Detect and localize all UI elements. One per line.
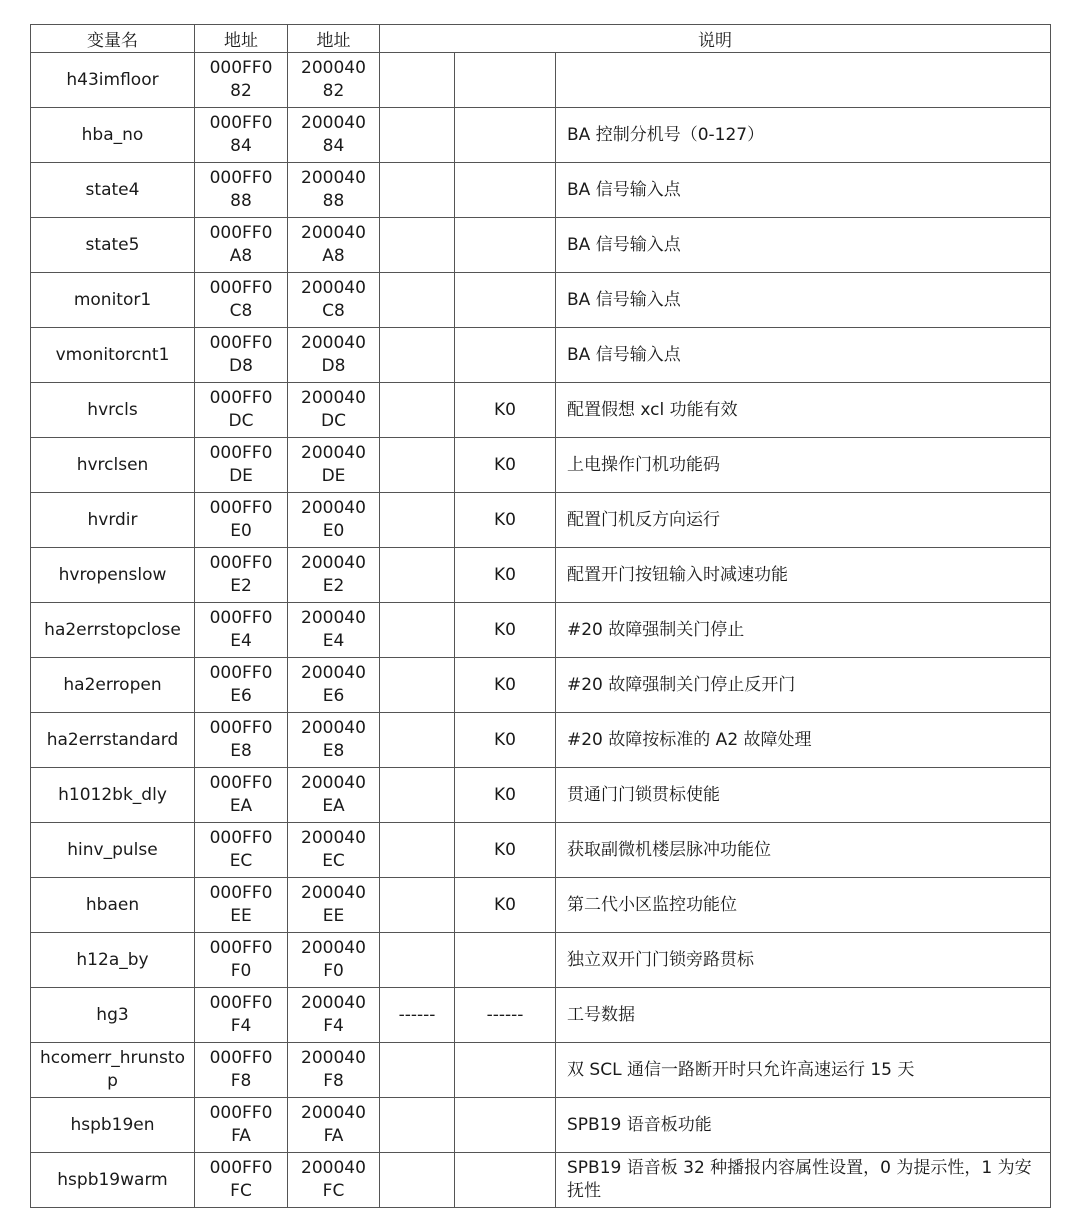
variable-name: hbaen <box>85 894 140 915</box>
flag-cell-b: K0 <box>455 548 556 603</box>
description-cell <box>556 273 1051 328</box>
flag-cell-b <box>455 933 556 988</box>
description-cell <box>556 1153 1051 1208</box>
description-cell <box>556 383 1051 438</box>
address-2-line: 200040 <box>301 58 366 78</box>
variable-name: vmonitorcnt1 <box>55 344 170 365</box>
address-2-cell <box>288 988 380 1043</box>
flag-cell-a <box>380 108 455 163</box>
address-1-cell <box>195 768 288 823</box>
address-1-cell <box>195 933 288 988</box>
address-1-cell <box>195 108 288 163</box>
address-1-line: 000FF0 <box>209 278 273 298</box>
address-1-line: 000FF0 <box>209 1048 273 1068</box>
table-row <box>31 658 1051 713</box>
address-2-line: 200040 <box>301 663 366 683</box>
flag-cell-a <box>380 218 455 273</box>
variable-name-cell <box>31 493 195 548</box>
description-cell <box>556 878 1051 933</box>
address-1-line: A8 <box>229 246 253 266</box>
address-2-cell <box>288 548 380 603</box>
flag-cell-a <box>380 878 455 933</box>
address-1-line: 000FF0 <box>209 168 273 188</box>
table-row <box>31 713 1051 768</box>
address-1-cell <box>195 1043 288 1098</box>
address-2-line: C8 <box>322 301 345 321</box>
table-row <box>31 53 1051 108</box>
variable-name-cell <box>31 988 195 1043</box>
address-1-line: 000FF0 <box>209 553 273 573</box>
address-2-line: EC <box>322 851 345 871</box>
address-1-line: 000FF0 <box>209 828 273 848</box>
description-cell <box>556 548 1051 603</box>
address-2-line: 200040 <box>301 608 366 628</box>
description-text: 工号数据 <box>567 1004 635 1025</box>
header-address-1: 地址 <box>195 25 288 53</box>
address-2-cell <box>288 878 380 933</box>
variable-name-cell <box>31 328 195 383</box>
address-2-line: FA <box>323 1126 344 1146</box>
variable-name: hg3 <box>96 1004 129 1025</box>
flag-cell-a <box>380 273 455 328</box>
variable-name-cell <box>31 383 195 438</box>
address-2-line: 200040 <box>301 1048 366 1068</box>
table-row <box>31 1043 1051 1098</box>
flag-cell-b: K0 <box>455 878 556 933</box>
flag-cell-a <box>380 163 455 218</box>
address-2-line: 200040 <box>301 1103 366 1123</box>
address-2-cell <box>288 658 380 713</box>
table-row <box>31 988 1051 1043</box>
description-cell <box>556 658 1051 713</box>
description-text: 上电操作门机功能码 <box>567 454 720 475</box>
address-1-line: 000FF0 <box>209 113 273 133</box>
address-2-cell <box>288 273 380 328</box>
flag-cell-a <box>380 493 455 548</box>
address-1-cell <box>195 603 288 658</box>
address-2-line: FC <box>322 1181 345 1201</box>
variable-name: hspb19en <box>70 1114 155 1135</box>
address-2-cell <box>288 218 380 273</box>
address-1-line: E8 <box>230 741 252 761</box>
flag-cell-a <box>380 768 455 823</box>
variable-name-cell <box>31 658 195 713</box>
address-1-cell <box>195 53 288 108</box>
address-1-line: FA <box>231 1126 251 1146</box>
flag-cell-a <box>380 438 455 493</box>
table-row <box>31 328 1051 383</box>
flag-cell-a <box>380 1153 455 1208</box>
address-1-cell <box>195 328 288 383</box>
variable-name: hvrclsen <box>76 454 149 475</box>
flag-cell-a <box>380 1043 455 1098</box>
description-text: #20 故障按标准的 A2 故障处理 <box>567 729 812 750</box>
variable-name-cell <box>31 1043 195 1098</box>
flag-cell-b: K0 <box>455 493 556 548</box>
table-row <box>31 603 1051 658</box>
description-cell <box>556 603 1051 658</box>
address-2-line: 88 <box>322 191 345 211</box>
table-row <box>31 108 1051 163</box>
description-cell <box>556 438 1051 493</box>
flag-cell-b <box>455 108 556 163</box>
description-text: 配置假想 xcl 功能有效 <box>567 399 738 420</box>
table-row <box>31 548 1051 603</box>
table-row <box>31 768 1051 823</box>
flag-cell-b: K0 <box>455 823 556 878</box>
flag-cell-b: ------ <box>455 988 556 1043</box>
flag-cell-b <box>455 1098 556 1153</box>
flag-cell-b <box>455 218 556 273</box>
address-2-line: 200040 <box>301 938 366 958</box>
address-2-cell <box>288 163 380 218</box>
description-cell <box>556 768 1051 823</box>
variable-name: h12a_by <box>76 949 149 970</box>
address-1-line: EE <box>230 906 252 926</box>
address-1-cell <box>195 163 288 218</box>
description-text: #20 故障强制关门停止反开门 <box>567 674 796 695</box>
flag-cell-a <box>380 603 455 658</box>
address-2-line: 200040 <box>301 828 366 848</box>
flag-cell-b <box>455 328 556 383</box>
address-2-line: 200040 <box>301 443 366 463</box>
header-row <box>31 25 1051 53</box>
address-2-line: F0 <box>323 961 344 981</box>
header-variable-name: 变量名 <box>31 25 195 53</box>
address-2-line: EE <box>322 906 345 926</box>
variable-name: h43imfloor <box>66 69 159 90</box>
variable-name: ha2errstopclose <box>44 619 181 640</box>
description-text: SPB19 语音板功能 <box>567 1114 712 1135</box>
address-2-line: DC <box>321 411 346 431</box>
address-1-line: 000FF0 <box>209 608 273 628</box>
address-1-cell <box>195 713 288 768</box>
table-row <box>31 438 1051 493</box>
variable-name-cell <box>31 548 195 603</box>
address-2-line: E4 <box>322 631 345 651</box>
variable-name-cell <box>31 768 195 823</box>
flag-cell-b <box>455 163 556 218</box>
table-row <box>31 273 1051 328</box>
variable-name-cell <box>31 878 195 933</box>
address-2-cell <box>288 108 380 163</box>
address-1-line: DC <box>228 411 254 431</box>
address-2-line: D8 <box>321 356 346 376</box>
address-2-line: 200040 <box>301 113 366 133</box>
address-2-cell <box>288 438 380 493</box>
address-1-line: E2 <box>230 576 252 596</box>
address-2-line: DE <box>321 466 346 486</box>
address-2-line: 200040 <box>301 223 366 243</box>
address-1-line: 000FF0 <box>209 443 273 463</box>
address-1-cell <box>195 493 288 548</box>
variable-address-table <box>30 24 1051 1208</box>
description-cell <box>556 218 1051 273</box>
description-text: 配置门机反方向运行 <box>567 509 720 530</box>
address-1-line: E6 <box>230 686 252 706</box>
description-text: 独立双开门门锁旁路贯标 <box>567 949 754 970</box>
address-2-line: F8 <box>323 1071 344 1091</box>
description-text: 配置开门按钮输入时减速功能 <box>567 564 788 585</box>
address-2-cell <box>288 383 380 438</box>
address-2-cell <box>288 493 380 548</box>
address-1-line: 000FF0 <box>209 663 273 683</box>
address-2-line: 200040 <box>301 883 366 903</box>
table-body <box>31 53 1051 1208</box>
address-2-cell <box>288 328 380 383</box>
description-text: SPB19 语音板 32 种播报内容属性设置，0 为提示性，1 为安抚性 <box>567 1158 1032 1201</box>
flag-cell-a <box>380 548 455 603</box>
description-text: 贯通门门锁贯标使能 <box>567 784 720 805</box>
address-1-line: C8 <box>229 301 253 321</box>
description-text: 获取副微机楼层脉冲功能位 <box>567 839 771 860</box>
flag-cell-a <box>380 328 455 383</box>
address-1-line: 000FF0 <box>209 1158 273 1178</box>
flag-cell-a <box>380 383 455 438</box>
variable-name-cell <box>31 218 195 273</box>
address-1-line: 000FF0 <box>209 223 273 243</box>
address-1-cell <box>195 383 288 438</box>
address-2-line: 200040 <box>301 993 366 1013</box>
address-2-line: 200040 <box>301 333 366 353</box>
address-1-line: 88 <box>230 191 252 211</box>
address-1-cell <box>195 658 288 713</box>
variable-name-cell <box>31 438 195 493</box>
address-2-line: 84 <box>322 136 345 156</box>
address-1-line: F8 <box>230 1071 252 1091</box>
address-1-line: D8 <box>229 356 253 376</box>
address-2-line: EA <box>322 796 345 816</box>
table-row <box>31 493 1051 548</box>
address-2-line: 200040 <box>301 168 366 188</box>
flag-cell-b: K0 <box>455 658 556 713</box>
address-2-line: 200040 <box>301 553 366 573</box>
description-cell <box>556 933 1051 988</box>
address-1-line: 000FF0 <box>209 58 273 78</box>
address-2-line: E2 <box>322 576 345 596</box>
table-row <box>31 163 1051 218</box>
address-1-cell <box>195 273 288 328</box>
address-1-line: 000FF0 <box>209 498 273 518</box>
flag-cell-a <box>380 713 455 768</box>
variable-name-cell <box>31 1098 195 1153</box>
flag-cell-b <box>455 53 556 108</box>
address-1-cell <box>195 1153 288 1208</box>
address-1-line: DE <box>229 466 253 486</box>
address-2-cell <box>288 1098 380 1153</box>
variable-name-cell <box>31 713 195 768</box>
table-row <box>31 823 1051 878</box>
description-cell <box>556 713 1051 768</box>
variable-name: ha2errstandard <box>46 729 179 750</box>
address-1-cell <box>195 438 288 493</box>
address-2-cell <box>288 53 380 108</box>
flag-cell-a <box>380 53 455 108</box>
table-row <box>31 933 1051 988</box>
address-2-cell <box>288 713 380 768</box>
address-1-line: 000FF0 <box>209 993 273 1013</box>
description-cell <box>556 328 1051 383</box>
flag-cell-b: K0 <box>455 438 556 493</box>
address-1-line: E4 <box>230 631 252 651</box>
flag-cell-b <box>455 1153 556 1208</box>
variable-name-cell <box>31 53 195 108</box>
description-text: 双 SCL 通信一路断开时只允许高速运行 15 天 <box>567 1059 915 1080</box>
flag-cell-a: ------ <box>380 988 455 1043</box>
table-row <box>31 878 1051 933</box>
address-2-line: 200040 <box>301 718 366 738</box>
address-2-line: 200040 <box>301 278 366 298</box>
address-2-line: F4 <box>323 1016 344 1036</box>
address-1-line: 000FF0 <box>209 388 273 408</box>
flag-cell-a <box>380 823 455 878</box>
address-2-cell <box>288 823 380 878</box>
variable-name: monitor1 <box>73 289 152 310</box>
address-1-cell <box>195 548 288 603</box>
address-2-line: 200040 <box>301 498 366 518</box>
address-2-line: E6 <box>322 686 345 706</box>
address-1-cell <box>195 1098 288 1153</box>
address-1-line: 84 <box>230 136 252 156</box>
flag-cell-a <box>380 933 455 988</box>
address-1-line: E0 <box>230 521 252 541</box>
variable-name-cell <box>31 108 195 163</box>
variable-name: state5 <box>85 234 140 255</box>
variable-name: hvrcls <box>87 399 138 420</box>
address-1-line: F4 <box>230 1016 252 1036</box>
flag-cell-b: K0 <box>455 713 556 768</box>
variable-name: h1012bk_dly <box>58 784 167 805</box>
address-2-cell <box>288 1043 380 1098</box>
flag-cell-a <box>380 658 455 713</box>
description-text: BA 信号输入点 <box>567 234 681 255</box>
address-1-cell <box>195 218 288 273</box>
description-cell <box>556 493 1051 548</box>
flag-cell-b <box>455 273 556 328</box>
table-row <box>31 1153 1051 1208</box>
variable-name: hcomerr_hrunstop <box>40 1048 185 1091</box>
flag-cell-b: K0 <box>455 603 556 658</box>
address-2-line: E8 <box>322 741 345 761</box>
header-address-2: 地址 <box>288 25 380 53</box>
variable-name: hspb19warm <box>57 1169 168 1190</box>
variable-name-cell <box>31 1153 195 1208</box>
address-2-cell <box>288 933 380 988</box>
address-1-line: 82 <box>230 81 252 101</box>
variable-name-cell <box>31 163 195 218</box>
description-cell <box>556 823 1051 878</box>
address-1-line: FC <box>230 1181 252 1201</box>
variable-name-cell <box>31 603 195 658</box>
address-1-line: F0 <box>230 961 252 981</box>
table-row <box>31 218 1051 273</box>
variable-name: hvrdir <box>87 509 138 530</box>
address-2-cell <box>288 1153 380 1208</box>
address-1-line: 000FF0 <box>209 1103 273 1123</box>
variable-name: hba_no <box>81 124 144 145</box>
description-cell <box>556 1098 1051 1153</box>
flag-cell-a <box>380 1098 455 1153</box>
description-text: BA 控制分机号（0-127） <box>567 124 765 145</box>
header-description: 说明 <box>380 25 1051 53</box>
address-1-line: 000FF0 <box>209 718 273 738</box>
table-row <box>31 1098 1051 1153</box>
address-2-cell <box>288 603 380 658</box>
description-text: BA 信号输入点 <box>567 179 681 200</box>
address-2-line: 200040 <box>301 773 366 793</box>
description-cell <box>556 53 1051 108</box>
description-text: #20 故障强制关门停止 <box>567 619 745 640</box>
address-1-line: EC <box>229 851 253 871</box>
variable-name: state4 <box>85 179 140 200</box>
address-2-line: 200040 <box>301 388 366 408</box>
address-2-line: E0 <box>322 521 345 541</box>
description-text: 第二代小区监控功能位 <box>567 894 737 915</box>
variable-name-cell <box>31 823 195 878</box>
flag-cell-b: K0 <box>455 383 556 438</box>
variable-name-cell <box>31 273 195 328</box>
description-cell <box>556 1043 1051 1098</box>
table-row <box>31 383 1051 438</box>
address-1-line: 000FF0 <box>209 773 273 793</box>
address-2-line: 200040 <box>301 1158 366 1178</box>
address-1-cell <box>195 988 288 1043</box>
variable-name: hinv_pulse <box>67 839 158 860</box>
address-1-line: EA <box>229 796 253 816</box>
description-cell <box>556 108 1051 163</box>
address-2-line: A8 <box>322 246 345 266</box>
flag-cell-b: K0 <box>455 768 556 823</box>
variable-name-cell <box>31 933 195 988</box>
address-1-line: 000FF0 <box>209 883 273 903</box>
variable-name: hvropenslow <box>58 564 167 585</box>
variable-name: ha2erropen <box>63 674 162 695</box>
address-1-line: 000FF0 <box>209 938 273 958</box>
description-text: BA 信号输入点 <box>567 289 681 310</box>
address-1-cell <box>195 878 288 933</box>
address-2-line: 82 <box>322 81 345 101</box>
address-1-line: 000FF0 <box>209 333 273 353</box>
address-2-cell <box>288 768 380 823</box>
description-cell <box>556 163 1051 218</box>
flag-cell-b <box>455 1043 556 1098</box>
address-1-cell <box>195 823 288 878</box>
description-cell <box>556 988 1051 1043</box>
description-text: BA 信号输入点 <box>567 344 681 365</box>
